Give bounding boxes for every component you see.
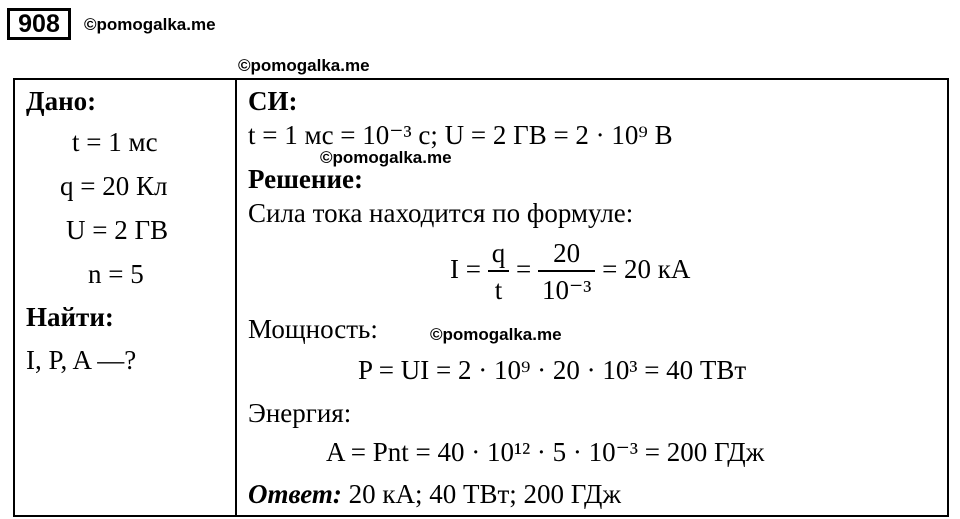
given-item: q = 20 Кл <box>60 171 168 201</box>
power-formula: P = UI = 2 · 10⁹ · 20 · 10³ = 40 ТВт <box>358 355 747 385</box>
formula-rhs: = 20 кА <box>602 254 691 285</box>
formula-eq: = <box>515 254 532 285</box>
formula-lhs: I = <box>450 254 481 285</box>
energy-formula: A = Pnt = 40 · 10¹² · 5 · 10⁻³ = 200 ГДж <box>326 437 765 467</box>
watermark-text: ©pomogalka.me <box>238 56 370 75</box>
find-value: I, P, A —? <box>26 345 137 375</box>
current-formula <box>450 236 690 308</box>
fraction-numerator: q <box>488 236 510 272</box>
answer-line <box>248 479 621 509</box>
problem-number: 908 <box>7 8 71 40</box>
given-heading: Дано: <box>26 86 97 116</box>
column-divider <box>235 78 237 517</box>
fraction-denominator: t <box>494 275 503 305</box>
answer-value: 20 кА; 40 ТВт; 200 ГДж <box>348 479 622 509</box>
watermark-text: ©pomogalka.me <box>430 325 562 344</box>
fraction <box>538 236 595 308</box>
find-heading: Найти: <box>26 302 114 332</box>
solution-heading: Решение: <box>248 164 363 194</box>
answer-label: Ответ: <box>248 479 342 509</box>
watermark-text: ©pomogalka.me <box>320 148 452 167</box>
fraction-denominator: 10⁻³ <box>541 275 592 305</box>
watermark-text: ©pomogalka.me <box>84 15 216 34</box>
si-heading: СИ: <box>248 86 298 116</box>
fraction <box>488 236 510 308</box>
given-item: t = 1 мс <box>72 127 158 157</box>
si-line: t = 1 мс = 10⁻³ с; U = 2 ГВ = 2 · 10⁹ В <box>248 120 673 150</box>
fraction-numerator: 20 <box>538 236 595 272</box>
power-label: Мощность: <box>248 314 378 344</box>
energy-label: Энергия: <box>248 398 352 428</box>
current-label: Сила тока находится по формуле: <box>248 198 634 228</box>
given-item: U = 2 ГВ <box>66 215 169 245</box>
given-item: n = 5 <box>88 259 144 289</box>
